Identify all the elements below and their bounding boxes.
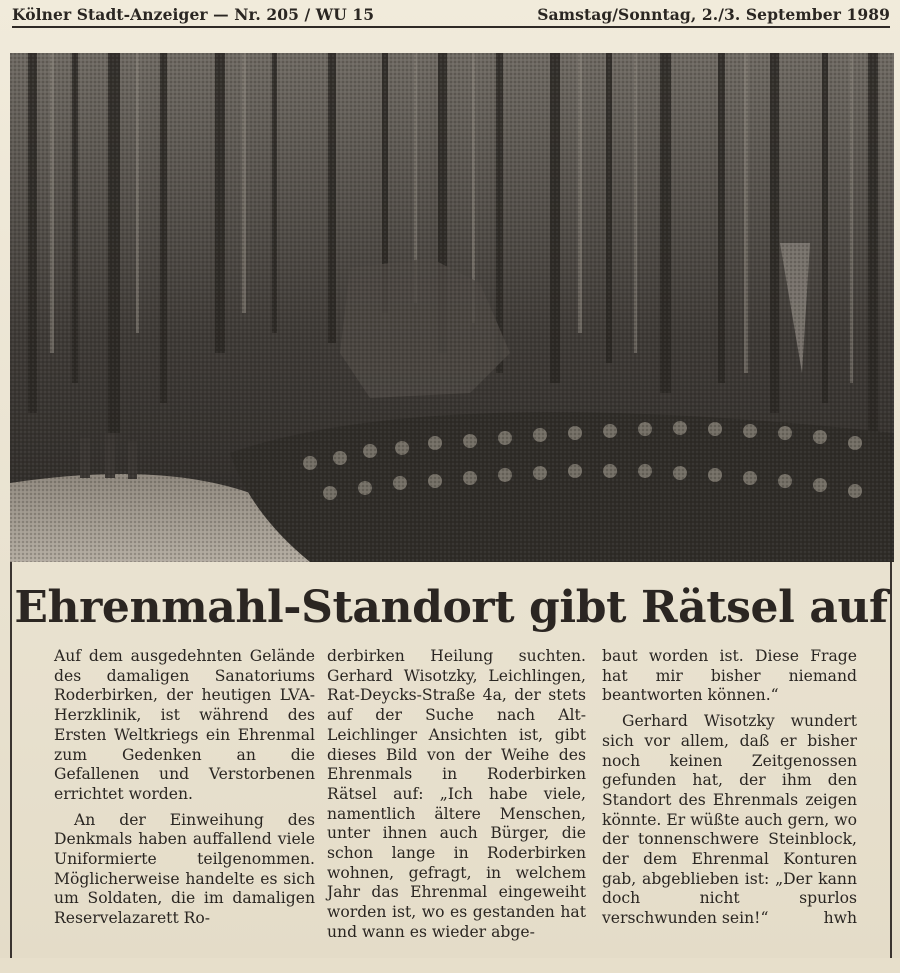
forest-ceremony-photo (10, 53, 894, 562)
paragraph: An der Einweihung des Denkmals haben auffallend viele Uniformierte teilgenommen. Möglicherweise handelte es sich um Soldaten, die im damaligen Reservelazarett Ro- (54, 810, 315, 928)
article-headline: Ehrenmahl-Standort gibt Rätsel auf (14, 582, 888, 633)
masthead (12, 2, 890, 28)
masthead-publication: Kölner Stadt-Anzeiger — Nr. 205 / WU 15 (12, 4, 375, 24)
column-1 (50, 647, 321, 947)
paragraph: derbirken Heilung suchten. Gerhard Wisotzky, Leichlingen, Rat-Deycks-Straße 4a, der stets auf der Suche nach Alt-Leichlinger Ansichten ist, gibt dieses Bild von der Weihe des Ehrenmals in Roderbirken Rätsel auf: „Ich habe viele, namentlich ältere Menschen, unter ihnen auch Bürger, die schon lange in Roderbirken wohnen, gefragt, in welchem Jahr das Ehrenmal eingeweiht worden ist, wo es gestanden hat und wann es wieder abge- (327, 647, 586, 941)
author-signature: hwh (823, 909, 857, 928)
column-3 (592, 647, 863, 947)
paragraph-text: Gerhard Wisotzky wundert sich vor allem, daß er bisher noch keinen Zeitgenossen gefunden hat, der ihm den Standort des Ehrenmals zeigen könnte. Er wüßte auch gern, wo der tonnenschwere Steinblock, der dem Ehrenmal Konturen gab, abgeblieben ist: „Der kann doch nicht spurlos verschwunden sein!“ (602, 712, 857, 928)
article-photo (10, 53, 894, 562)
masthead-date: Samstag/Sonntag, 2./3. September 1989 (537, 4, 890, 24)
paragraph: Auf dem ausgedehnten Gelände des damaligen Sanatoriums Roderbirken, der heutigen LVA-Herzklinik, ist während des Ersten Weltkriegs ein Ehrenmal zum Gedenken an die Gefallenen und Verstorbenen errichtet worden. (54, 647, 315, 803)
column-2 (321, 647, 592, 947)
paragraph: baut worden ist. Diese Frage hat mir bisher niemand beantworten können.“ (602, 647, 857, 705)
paragraph (602, 712, 857, 929)
article-body (50, 647, 865, 947)
page-bottom-edge (0, 958, 900, 973)
